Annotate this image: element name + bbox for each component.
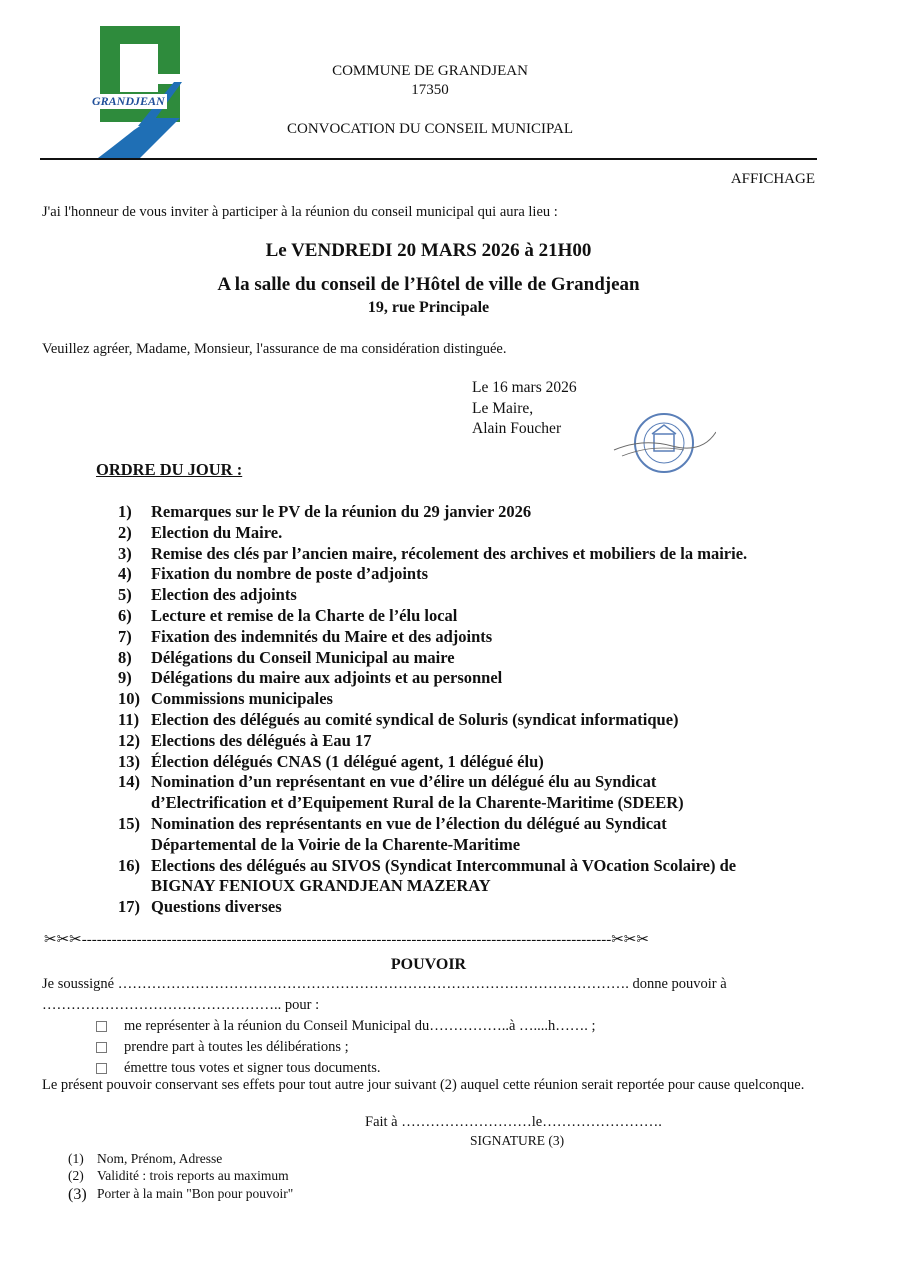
agenda-item-text: [151, 710, 679, 731]
agenda-item: [118, 752, 838, 773]
agenda-item-number: 6): [118, 605, 132, 625]
agenda-item-number: 9): [118, 668, 132, 688]
meeting-date: Le VENDREDI 20 MARS 2026 à 21H00: [265, 240, 592, 261]
agenda-item-line: Nomination d’un représentant en vue d’élire un délégué élu au Syndicat: [151, 772, 657, 792]
agenda-item-line: Questions diverses: [151, 897, 282, 917]
footnote-3: [68, 1186, 293, 1204]
agenda-item-number: 13): [118, 751, 140, 771]
agenda-item-number: 15): [118, 813, 140, 833]
agenda-item-number: 10): [118, 689, 140, 709]
footnote-text: Nom, Prénom, Adresse: [97, 1151, 223, 1166]
mairie-stamp: [612, 410, 716, 476]
agenda-item: [118, 627, 838, 648]
cut-line: ✂✂✂----------------------------------------------------------------------------------------------------------✂✂✂: [44, 932, 649, 948]
option-label: émettre tous votes et signer tous documents.: [124, 1060, 381, 1076]
agenda-item-text: [151, 585, 297, 606]
affichage-label: AFFICHAGE: [730, 171, 815, 187]
agenda-item: [118, 814, 838, 856]
intro-text: J'ai l'honneur de vous inviter à participer à la réunion du conseil municipal qui aura lieu :: [42, 204, 558, 220]
agenda-item: [118, 606, 838, 627]
meeting-address: 19, rue Principale: [367, 299, 490, 316]
pouvoir-title: POUVOIR: [390, 956, 467, 973]
agenda-item-line: Départemental de la Voirie de la Charente-Maritime: [151, 834, 521, 854]
agenda-item-line: Lecture et remise de la Charte de l’élu local: [151, 605, 458, 625]
agenda-item-text: [151, 897, 282, 918]
agenda-item: [118, 897, 838, 918]
agenda-item-text: [151, 523, 282, 544]
option-label: me représenter à la réunion du Conseil Municipal du……………..à …....h……. ;: [124, 1018, 596, 1034]
agenda-item-text: [151, 544, 747, 565]
agenda-item-line: Elections des délégués à Eau 17: [151, 730, 372, 750]
agenda-item-number: 14): [118, 772, 140, 792]
signoff: [472, 378, 577, 440]
footnote-num: (1): [68, 1151, 84, 1166]
signoff-role: Le Maire,: [472, 399, 534, 417]
agenda-item-number: 12): [118, 730, 140, 750]
agenda-item: [118, 689, 838, 710]
commune-name: COMMUNE DE GRANDJEAN: [332, 63, 528, 79]
footnote-2: [68, 1168, 289, 1184]
agenda-item-text: [151, 731, 371, 752]
footnote-num: (2): [68, 1168, 84, 1183]
agenda-item-line: Remise des clés par l’ancien maire, récolement des archives et mobiliers de la mairie.: [151, 543, 748, 563]
commune-postcode: 17350: [411, 82, 449, 98]
agenda-item-line: Elections des délégués au SIVOS (Syndicat Intercommunal à VOcation Scolaire) de: [151, 855, 737, 875]
agenda-list: [118, 502, 838, 918]
signature-label: SIGNATURE (3): [470, 1133, 565, 1148]
agenda-item: [118, 523, 838, 544]
agenda-item-line: Election du Maire.: [151, 522, 283, 542]
agenda-item: [118, 648, 838, 669]
agenda-item-text: [151, 856, 736, 898]
agenda-item-line: Élection délégués CNAS (1 délégué agent, 1 délégué élu): [151, 751, 544, 771]
agenda-item-number: 1): [118, 502, 132, 521]
agenda-item-number: 4): [118, 564, 132, 584]
pouvoir-option-2[interactable]: [96, 1039, 349, 1056]
signoff-name: Alain Foucher: [472, 420, 562, 437]
agenda-item-line: Délégations du Conseil Municipal au maire: [151, 647, 455, 667]
option-label: prendre part à toutes les délibérations ;: [124, 1039, 349, 1055]
agenda-item-text: [151, 689, 333, 710]
agenda-item-text: [151, 648, 455, 669]
pouvoir-line-2: ………………………………………….. pour :: [42, 997, 320, 1013]
agenda-item-number: 2): [118, 522, 132, 542]
footnote-text: Porter à la main "Bon pour pouvoir": [97, 1186, 294, 1201]
agenda-item: [118, 544, 838, 565]
document-title: CONVOCATION DU CONSEIL MUNICIPAL: [287, 121, 573, 137]
agenda-item-line: Délégations du maire aux adjoints et au personnel: [151, 668, 503, 688]
checkbox-icon[interactable]: [96, 1042, 107, 1053]
agenda-item-line: BIGNAY FENIOUX GRANDJEAN MAZERAY: [151, 876, 491, 896]
pouvoir-option-1[interactable]: [96, 1018, 596, 1035]
agenda-item-line: Fixation du nombre de poste d’adjoints: [151, 564, 429, 584]
agenda-item-text: [151, 502, 531, 523]
agenda-item-line: Remarques sur le PV de la réunion du 29 janvier 2026: [151, 502, 532, 521]
pouvoir-line-1: Je soussigné ……………………………………………………………………………………………. donne pouvoir à: [42, 976, 727, 992]
footnote-1: [68, 1151, 222, 1167]
closing-text: Veuillez agréer, Madame, Monsieur, l'assurance de ma considération distinguée.: [42, 341, 507, 357]
agenda-item-number: 11): [118, 709, 140, 729]
agenda-item: [118, 564, 838, 585]
agenda-item-text: [151, 627, 492, 648]
agenda-item-line: Fixation des indemnités du Maire et des adjoints: [151, 626, 493, 646]
fait-line: Fait à ………………………le…………………….: [365, 1114, 662, 1130]
agenda-item-number: 8): [118, 647, 132, 667]
agenda-item: [118, 710, 838, 731]
agenda-item-text: [151, 772, 684, 814]
agenda-item-text: [151, 606, 457, 627]
footnote-num: (3): [68, 1186, 87, 1203]
signoff-date: Le 16 mars 2026: [472, 379, 577, 396]
agenda-item-line: d’Electrification et d’Equipement Rural de la Charente-Maritime (SDEER): [151, 793, 684, 813]
agenda-item: [118, 502, 838, 523]
logo-name: GRANDJEAN: [92, 94, 165, 108]
agenda-item-text: [151, 752, 544, 773]
agenda-item: [118, 772, 838, 814]
agenda-item-text: [151, 668, 502, 689]
pouvoir-validity: Le présent pouvoir conservant ses effets pour tout autre jour suivant (2) auquel cette réunion serait reportée pour cause quelconque.: [42, 1077, 805, 1093]
agenda-item-number: 3): [118, 543, 132, 563]
agenda-item-line: Commissions municipales: [151, 689, 333, 709]
agenda-item-line: Election des délégués au comité syndical de Soluris (syndicat informatique): [151, 709, 679, 729]
checkbox-icon[interactable]: [96, 1063, 107, 1074]
agenda-item: [118, 585, 838, 606]
agenda-item-number: 5): [118, 585, 132, 605]
agenda-title: ORDRE DU JOUR :: [96, 460, 243, 479]
header-divider: [40, 158, 817, 160]
commune-logo: [80, 22, 190, 162]
agenda-item: [118, 668, 838, 689]
agenda-item-line: Nomination des représentants en vue de l’élection du délégué au Syndicat: [151, 813, 667, 833]
agenda-item-number: 17): [118, 897, 140, 917]
agenda-item-text: [151, 814, 667, 856]
agenda-item-text: [151, 564, 428, 585]
agenda-item: [118, 856, 838, 898]
agenda-item-number: 7): [118, 626, 132, 646]
agenda-item: [118, 731, 838, 752]
footnote-text: Validité : trois reports au maximum: [97, 1168, 289, 1183]
meeting-place: A la salle du conseil de l’Hôtel de ville de Grandjean: [217, 274, 640, 295]
checkbox-icon[interactable]: [96, 1021, 107, 1032]
agenda-item-line: Election des adjoints: [151, 585, 297, 605]
agenda-item-number: 16): [118, 855, 140, 875]
